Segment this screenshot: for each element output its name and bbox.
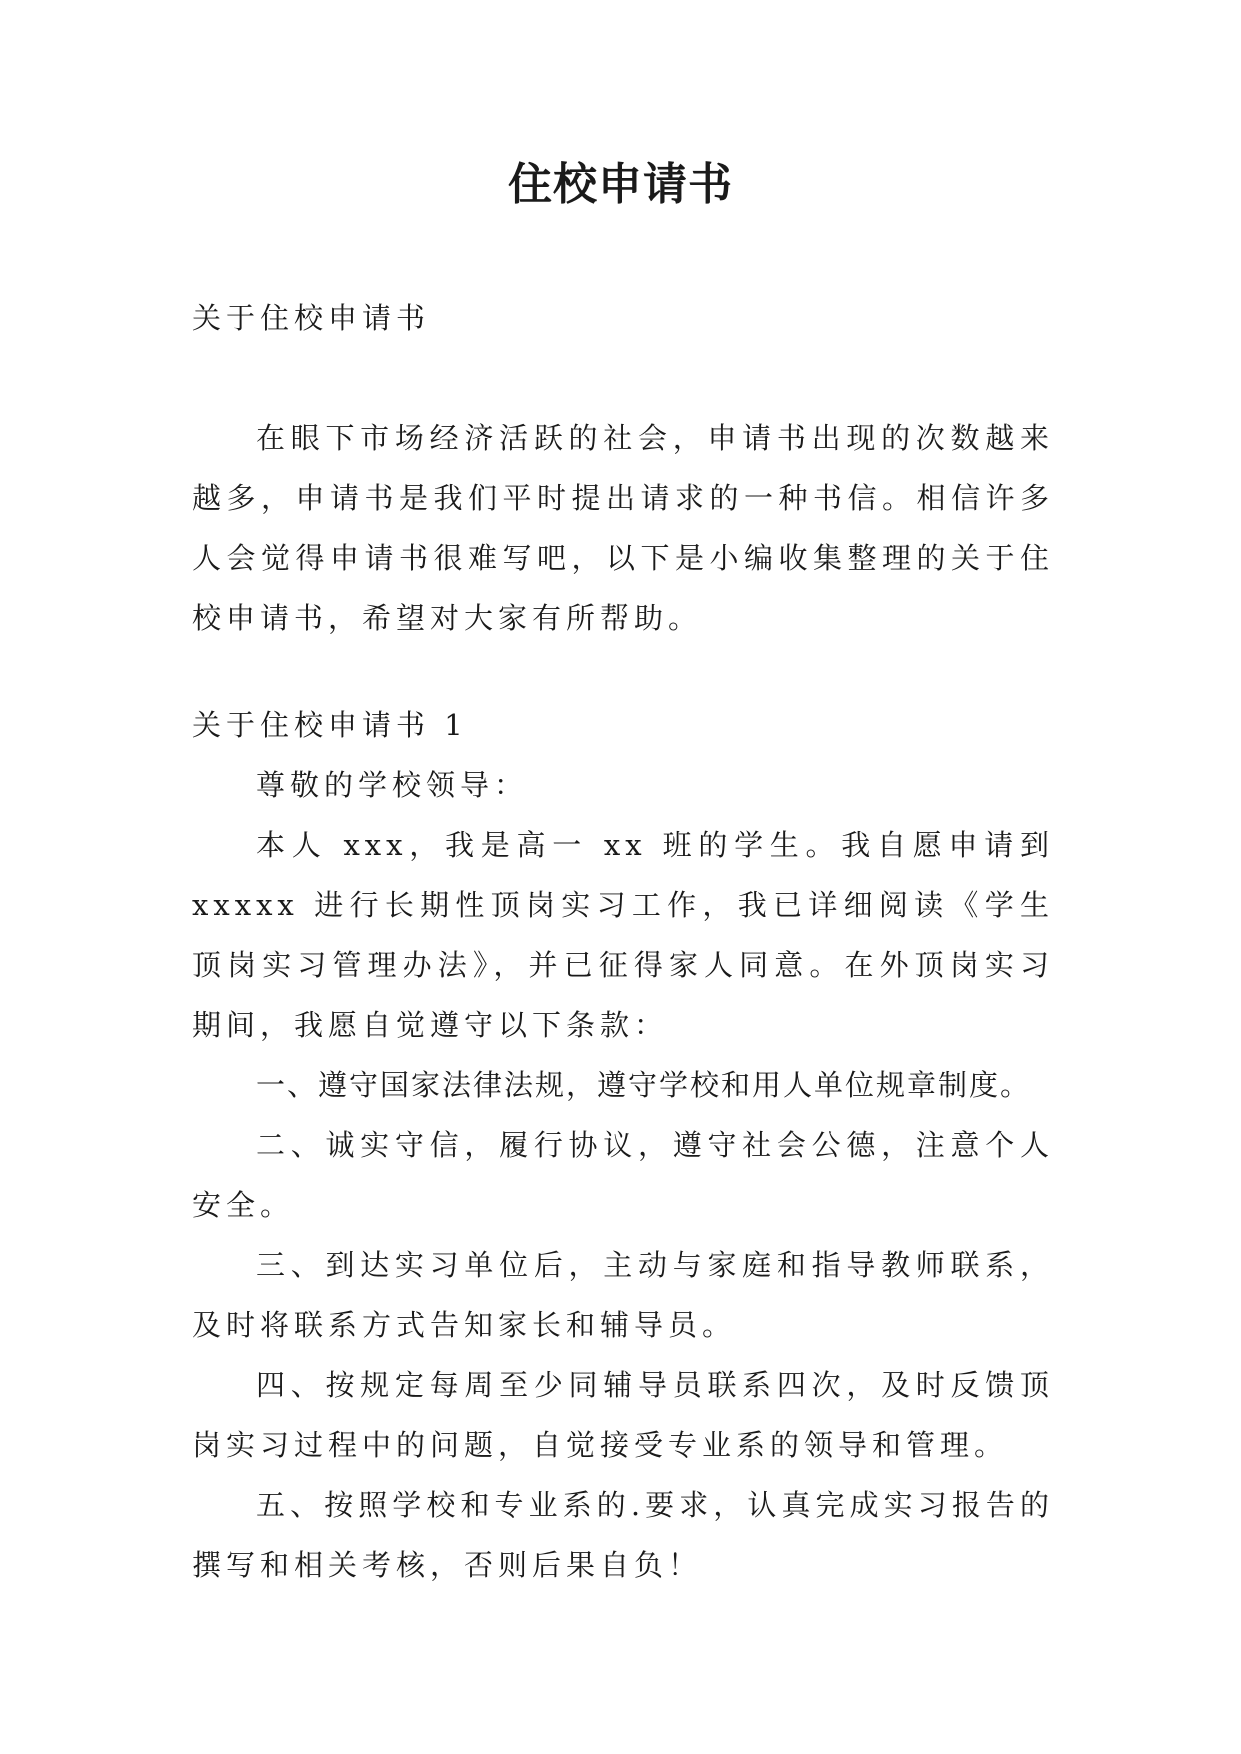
clause-1: 一、遵守国家法律法规，遵守学校和用人单位规章制度。 [256, 1068, 1032, 1102]
body-paragraph: 本人 xxx，我是高一 xx 班的学生。我自愿申请到 xxxxx 进行长期性顶岗实习工作，我已详细阅读《学生顶岗实习管理办法》，并已征得家人同意。在外顶岗实习期间，我愿自觉遵守以下条款： [192, 828, 1054, 1042]
document-subtitle [192, 288, 1054, 348]
intro-paragraph [192, 408, 1054, 648]
clause-5: 五、按照学校和专业系的.要求，认真完成实习报告的撰写和相关考核，否则后果自负！ [192, 1488, 1054, 1582]
subtitle-text: 关于住校申请书 [192, 301, 431, 335]
section-heading: 关于住校申请书 1 [192, 708, 468, 742]
document-title: 住校申请书 [508, 159, 733, 210]
intro-text: 在眼下市场经济活跃的社会，申请书出现的次数越来越多，申请书是我们平时提出请求的一种书信。相信许多人会觉得申请书很难写吧，以下是小编收集整理的关于住校申请书，希望对大家有所帮助。 [192, 421, 1054, 635]
clause-2: 二、诚实守信，履行协议，遵守社会公德，注意个人安全。 [192, 1128, 1054, 1222]
application-letter [192, 695, 1054, 1595]
salutation: 尊敬的学校领导： [256, 768, 529, 802]
clause-3: 三、到达实习单位后，主动与家庭和指导教师联系，及时将联系方式告知家长和辅导员。 [192, 1248, 1054, 1342]
clause-4: 四、按规定每周至少同辅导员联系四次，及时反馈顶岗实习过程中的问题，自觉接受专业系的领导和管理。 [192, 1368, 1054, 1462]
